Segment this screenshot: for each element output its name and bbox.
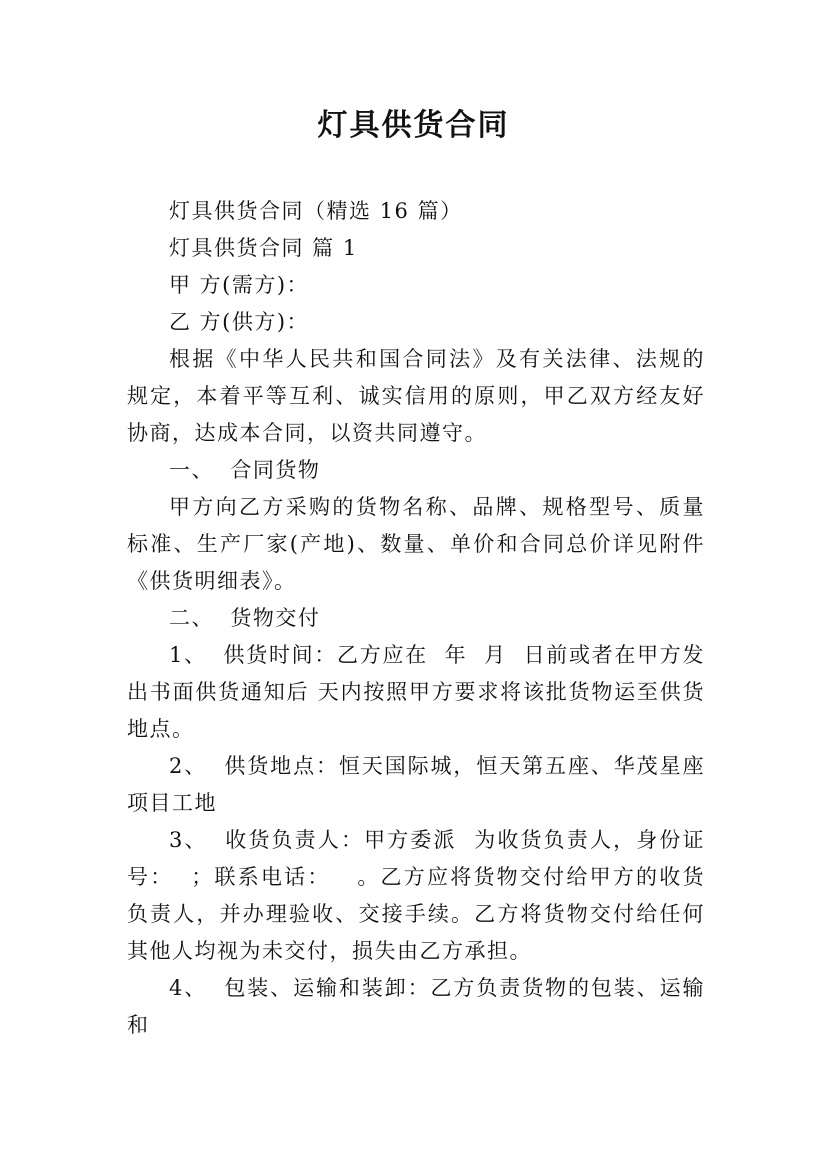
receiver-paragraph: 3、 收货负责人：甲方委派 为收货负责人，身份证号： ；联系电话： 。乙方应将货物交付给甲方的收货负责人，并办理验收、交接手续。乙方将货物交付给任何其他人均视为未交付，损失由乙方承担。 <box>127 828 705 963</box>
document-title: 灯具供货合同 <box>317 108 510 143</box>
preamble-paragraph: 根据《中华人民共和国合同法》及有关法律、法规的规定，本着平等互利、诚实信用的原则，甲乙双方经友好协商，达成本合同，以资共同遵守。 <box>127 347 705 445</box>
section-heading: 灯具供货合同 篇 1 <box>169 236 358 260</box>
party-a-line: 甲 方(需方)： <box>169 273 310 297</box>
subtitle-paragraph: 灯具供货合同（精选 16 篇） <box>169 199 463 223</box>
goods-paragraph: 甲方向乙方采购的货物名称、品牌、规格型号、质量标准、生产厂家(产地)、数量、单价和合同总价详见附件《供货明细表》。 <box>127 495 705 593</box>
delivery-location-paragraph: 2、 供货地点：恒天国际城，恒天第五座、华茂星座项目工地 <box>127 754 705 815</box>
clause-heading-goods: 一、 合同货物 <box>169 458 321 482</box>
delivery-time-paragraph: 1、 供货时间：乙方应在 年 月 日前或者在甲方发出书面供货通知后 天内按照甲方要求将该批货物运至供货地点。 <box>127 643 705 741</box>
document-body <box>127 193 705 1044</box>
clause-heading-delivery: 二、 货物交付 <box>169 606 321 630</box>
party-b-line: 乙 方(供方)： <box>169 310 310 334</box>
packaging-paragraph: 4、 包装、运输和装卸：乙方负责货物的包装、运输和 <box>127 976 705 1037</box>
